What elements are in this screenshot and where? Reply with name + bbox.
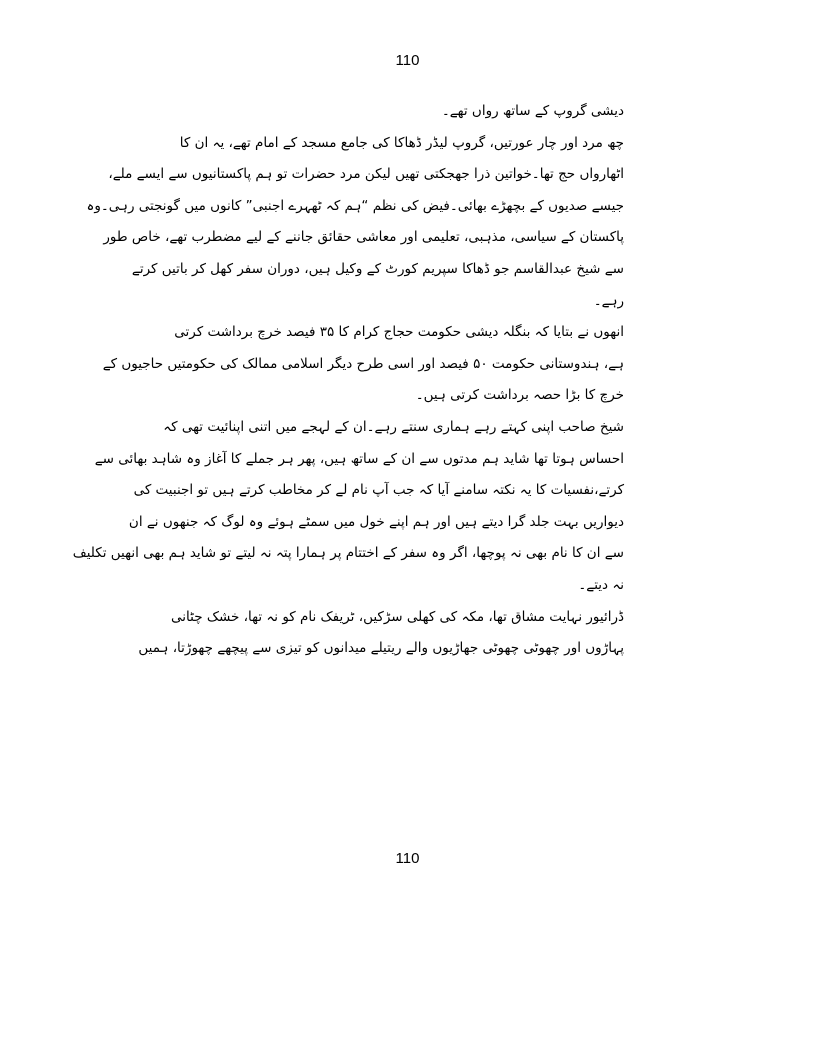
text-line: کرتے،نفسیات کا یہ نکتہ سامنے آیا کہ جب آپ نام لے کر مخاطب کرتے ہیں تو اجنبیت کی bbox=[133, 482, 624, 499]
text-line: ڈرائیور نہایت مشاق تھا، مکہ کی کھلی سڑکیں، ٹریفک نام کو نہ تھا، خشک چٹانی bbox=[171, 608, 624, 625]
text-line: سے ان کا نام بھی نہ پوچھا، اگر وہ سفر کے اختتام پر ہمارا پتہ نہ لیتے تو شاید ہم بھی انھیں تکلیف bbox=[72, 545, 624, 562]
text-line: پہاڑوں اور چھوٹی چھوٹی جھاڑیوں والے ریتیلے میدانوں کو تیزی سے پیچھے چھوڑتا، ہمیں bbox=[138, 640, 624, 657]
page-number-top: 110 bbox=[395, 52, 420, 69]
text-line: انھوں نے بتایا کہ بنگلہ دیشی حکومت حجاج کرام کا ۳۵ فیصد خرچ برداشت کرتی bbox=[174, 324, 624, 341]
paragraph bbox=[138, 602, 624, 665]
paragraph bbox=[86, 128, 624, 318]
paragraph bbox=[192, 96, 624, 128]
text-line: شیخ صاحب اپنی کہتے رہے ہماری سنتے رہے۔ان کے لہجے میں اتنی اپنائیت تھی کہ bbox=[163, 418, 624, 435]
text-line: ہے، ہندوستانی حکومت ۵۰ فیصد اور اسی طرح دیگر اسلامی ممالک کی حکومتیں حاجیوں کے bbox=[102, 355, 624, 372]
text-line: دیشی گروپ کے ساتھ رواں تھے۔ bbox=[441, 103, 624, 119]
text-line: دیواریں بہت جلد گرا دیتے ہیں اور ہم اپنے خول میں سمٹے ہوئے وہ لوگ کہ جنھوں نے ان bbox=[128, 513, 624, 530]
text-line: اٹھارواں حج تھا۔خواتین ذرا جھجکتی تھیں لیکن مرد حضرات تو ہم پاکستانیوں سے ایسے ملے، bbox=[108, 166, 624, 183]
text-line: رہے۔ bbox=[593, 292, 624, 309]
text-line: نہ دیتے۔ bbox=[578, 576, 624, 593]
paragraph bbox=[72, 412, 624, 602]
text-line: احساس ہوتا تھا شاید ہم مدتوں سے ان کے ساتھ ہیں، پھر ہر جملے کا آغاز وہ شاہد بھائی سے bbox=[94, 450, 624, 467]
text-line: چھ مرد اور چار عورتیں، گروپ لیڈر ڈھاکا کی جامع مسجد کے امام تھے، یہ ان کا bbox=[179, 134, 624, 151]
body-text bbox=[72, 96, 624, 665]
text-line: سے شیخ عبدالقاسم جو ڈھاکا سپریم کورٹ کے وکیل ہیں، دوران سفر کھل کر باتیں کرتے bbox=[131, 260, 624, 277]
text-line: خرچ کا بڑا حصہ برداشت کرتی ہیں۔ bbox=[415, 387, 624, 404]
text-line: جیسے صدیوں کے بچھڑے بھائی۔فیض کی نظم “ہم کہ ٹھہرے اجنبی” کانوں میں گونجتی رہی۔وہ bbox=[86, 197, 624, 214]
paragraph bbox=[102, 317, 624, 412]
page-number-bottom: 110 bbox=[395, 850, 420, 867]
text-line: پاکستان کے سیاسی، مذہبی، تعلیمی اور معاشی حقائق جاننے کے لیے مضطرب تھے، خاص طور bbox=[103, 229, 624, 246]
